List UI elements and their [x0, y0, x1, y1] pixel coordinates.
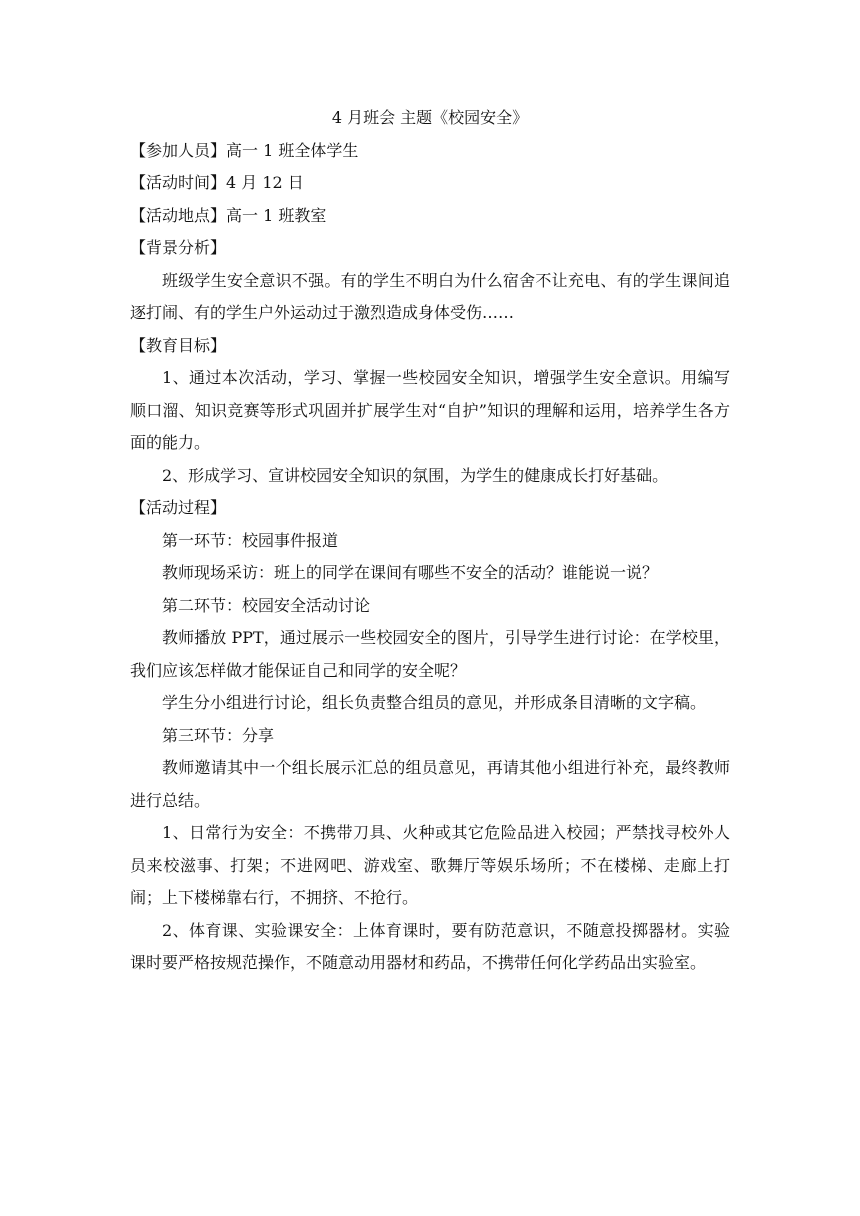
step3-title: 第三环节：分享 [162, 725, 275, 745]
step1-title: 第一环节：校园事件报道 [162, 530, 339, 550]
step2-text-1: 教师播放 PPT，通过展示一些校园安全的图片，引导学生进行讨论：在学校里，我们应该怎样做才能保证自己和同学的安全呢？ [130, 628, 730, 680]
process-heading: 【活动过程】 [130, 498, 227, 517]
document-title: 4 月班会 主题《校园安全》 [331, 108, 529, 127]
goal-item-1: 1、通过本次活动，学习、掌握一些校园安全知识，增强学生安全意识。用编写顺口溜、知识竞赛等形式巩固并扩展学生对“自护”知识的理解和运用，培养学生各方面的能力。 [130, 368, 730, 452]
step1-text: 教师现场采访：班上的同学在课间有哪些不安全的活动？谁能说一说？ [162, 563, 659, 582]
background-paragraph: 班级学生安全意识不强。有的学生不明白为什么宿舍不让充电、有的学生课间追逐打闹、有的学生户外运动过于激烈造成身体受伤…… [130, 270, 730, 322]
step2-text-2: 学生分小组进行讨论，组长负责整合组员的意见，并形成条目清晰的文字稿。 [162, 693, 707, 712]
location-line: 【活动地点】高一 1 班教室 [130, 205, 327, 225]
safety-rule-1: 1、日常行为安全：不携带刀具、火种或其它危险品进入校园；严禁找寻校外人员来校滋事、打架；不进网吧、游戏室、歌舞厅等娱乐场所；不在楼梯、走廊上打闹；上下楼梯靠右行，不拥挤、不抢行。 [130, 823, 730, 907]
goal-item-2: 2、形成学习、宣讲校园安全知识的氛围，为学生的健康成长打好基础。 [162, 465, 669, 485]
background-heading: 【背景分析】 [130, 238, 227, 257]
step3-text: 教师邀请其中一个组长展示汇总的组员意见，再请其他小组进行补充，最终教师进行总结。 [130, 758, 730, 810]
step2-title: 第二环节：校园安全活动讨论 [162, 595, 371, 615]
safety-rule-2: 2、体育课、实验课安全：上体育课时，要有防范意识，不随意投掷器材。实验课时要严格按规范操作，不随意动用器材和药品，不携带任何化学药品出实验室。 [130, 920, 730, 972]
participants-line: 【参加人员】高一 1 班全体学生 [130, 140, 359, 160]
time-line: 【活动时间】4 月 12 日 [130, 173, 304, 192]
document-body [130, 102, 730, 980]
goals-heading: 【教育目标】 [130, 335, 227, 355]
